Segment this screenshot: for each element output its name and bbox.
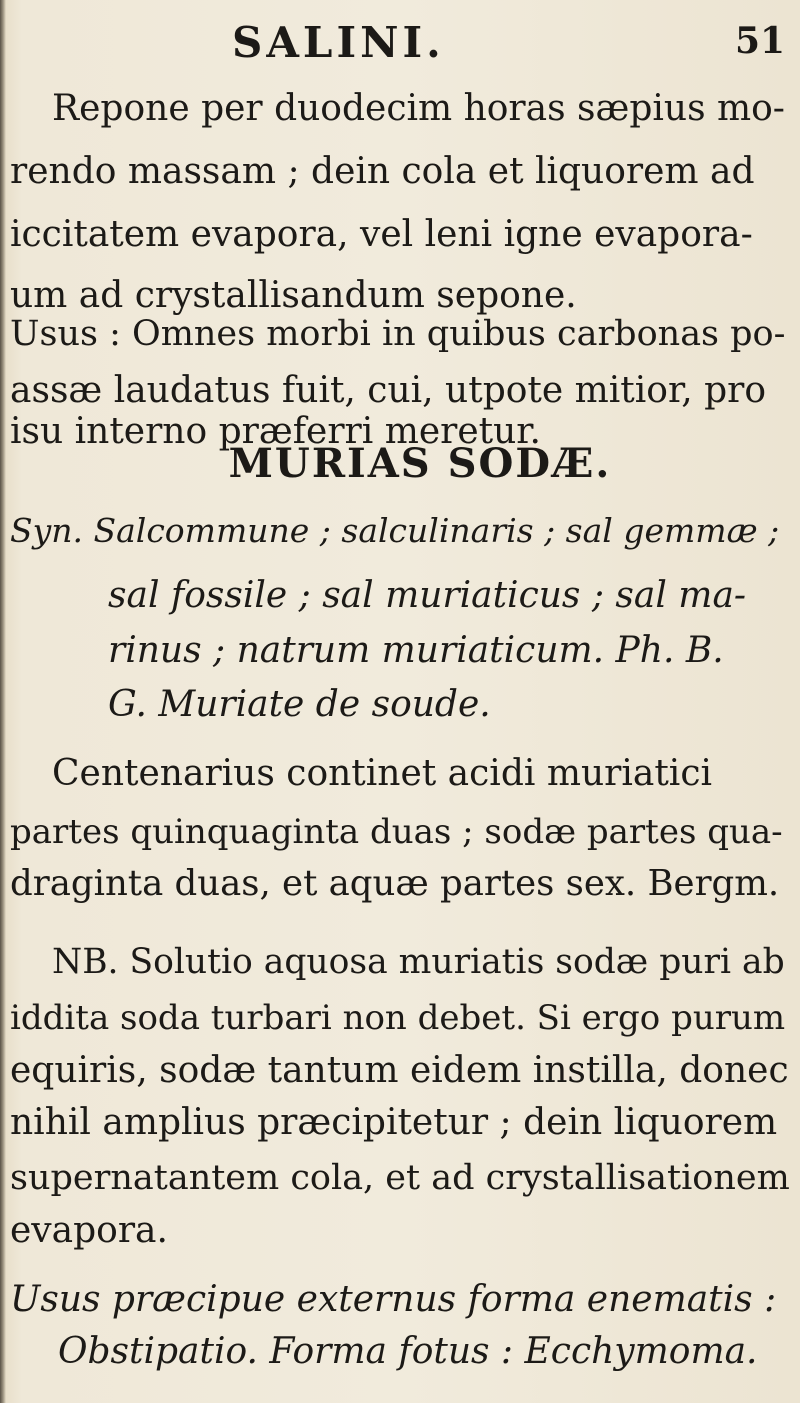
text-line: isu interno præferri meretur. <box>10 411 541 452</box>
text-line: iddita soda turbari non debet. Si ergo purum <box>10 998 786 1038</box>
text-line: Usus : Omnes morbi in quibus carbonas po- <box>10 314 786 354</box>
text-line: Usus præcipue externus forma enematis : <box>10 1279 777 1320</box>
text-line: iccitatem evapora, vel leni igne evapora- <box>10 214 753 255</box>
text-line: nihil amplius præcipitetur ; dein liquorem <box>10 1102 778 1143</box>
text-line: Obstipatio. Forma fotus : Ecchymoma. <box>58 1331 758 1372</box>
text-line: assæ laudatus fuit, cui, utpote mitior, pro <box>10 370 767 411</box>
text-line: partes quinquaginta duas ; sodæ partes qua- <box>10 812 783 852</box>
page-gutter-shadow <box>0 0 6 1403</box>
text-line: Repone per duodecim horas sæpius mo- <box>52 88 785 129</box>
section-heading-text: MURIAS SODÆ. <box>228 440 612 487</box>
text-line: Syn. Salcommune ; salculinaris ; sal gemmæ ; <box>10 511 780 550</box>
text-line: rendo massam ; dein cola et liquorem ad <box>10 151 755 192</box>
text-line: um ad crystallisandum sepone. <box>10 275 577 316</box>
text-line: evapora. <box>10 1210 168 1251</box>
page-number: 51 <box>735 20 786 62</box>
text-line: rinus ; natrum muriaticum. Ph. B. <box>108 630 724 671</box>
running-header <box>0 18 800 68</box>
text-line: Centenarius continet acidi muriatici <box>52 753 712 794</box>
text-line: supernatantem cola, et ad crystallisationem <box>10 1158 790 1198</box>
text-line: G. Muriate de soude. <box>108 684 491 725</box>
section-heading <box>0 440 800 487</box>
text-line: sal fossile ; sal muriaticus ; sal ma- <box>108 575 747 616</box>
text-line: draginta duas, et aquæ partes sex. Bergm. <box>10 863 780 904</box>
text-line: equiris, sodæ tantum eidem instilla, donec <box>10 1050 789 1091</box>
text-line: NB. Solutio aquosa muriatis sodæ puri ab <box>52 942 785 982</box>
running-title: SALINI. <box>232 18 445 67</box>
